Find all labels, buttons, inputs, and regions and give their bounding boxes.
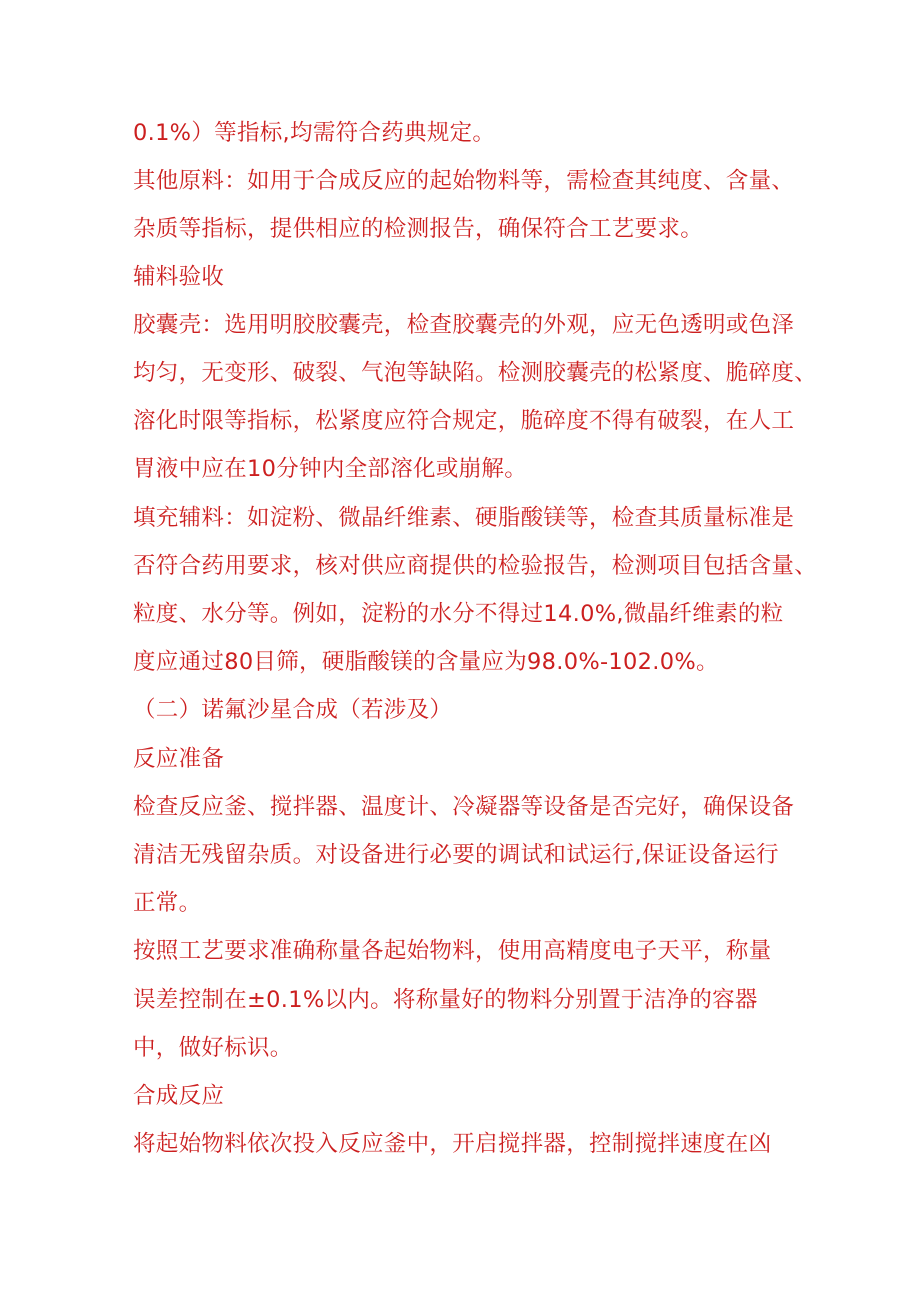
- text-line: 均匀，无变形、破裂、气泡等缺陷。检测胶囊壳的松紧度、脆碎度、: [133, 360, 818, 386]
- text-line: 溶化时限等指标，松紧度应符合规定，脆碎度不得有破裂，在人工: [133, 408, 795, 434]
- text-line: 其他原料：如用于合成反应的起始物料等，需检查其纯度、含量、: [133, 168, 795, 194]
- section-heading: 辅料验收: [133, 264, 225, 290]
- text-line: 杂质等指标，提供相应的检测报告，确保符合工艺要求。: [133, 216, 704, 242]
- text-line: 按照工艺要求准确称量各起始物料，使用高精度电子天平，称量: [133, 938, 772, 964]
- text-line: 胶囊壳：选用明胶胶囊壳，检查胶囊壳的外观，应无色透明或色泽: [133, 312, 795, 338]
- text-line: 中，做好标识。: [133, 1035, 293, 1061]
- text-line: 度应通过80目筛，硬脂酸镁的含量应为98.0%-102.0%。: [133, 649, 719, 675]
- text-line: 正常。: [133, 890, 202, 916]
- text-line: 填充辅料：如淀粉、微晶纤维素、硬脂酸镁等，检查其质量标准是: [133, 505, 795, 531]
- text-line: 误差控制在±0.1%以内。将称量好的物料分别置于洁净的容器: [133, 987, 758, 1013]
- text-line: 将起始物料依次投入反应釜中，开启搅拌器，控制搅拌速度在凶: [133, 1131, 772, 1157]
- text-line: 胃液中应在10分钟内全部溶化或崩解。: [133, 456, 528, 482]
- section-heading: （二）诺氟沙星合成（若涉及）: [133, 697, 453, 723]
- text-line: 0.1%）等指标,均需符合药典规定。: [133, 120, 496, 146]
- text-line: 检查反应釜、搅拌器、温度计、冷凝器等设备是否完好，确保设备: [133, 794, 795, 820]
- section-heading: 合成反应: [133, 1083, 225, 1109]
- text-line: 清洁无残留杂质。对设备进行必要的调试和试运行,保证设备运行: [133, 842, 779, 868]
- text-line: 粒度、水分等。例如，淀粉的水分不得过14.0%,微晶纤维素的粒: [133, 601, 784, 627]
- section-heading: 反应准备: [133, 746, 225, 772]
- text-line: 否符合药用要求，核对供应商提供的检验报告，检测项目包括含量、: [133, 553, 818, 579]
